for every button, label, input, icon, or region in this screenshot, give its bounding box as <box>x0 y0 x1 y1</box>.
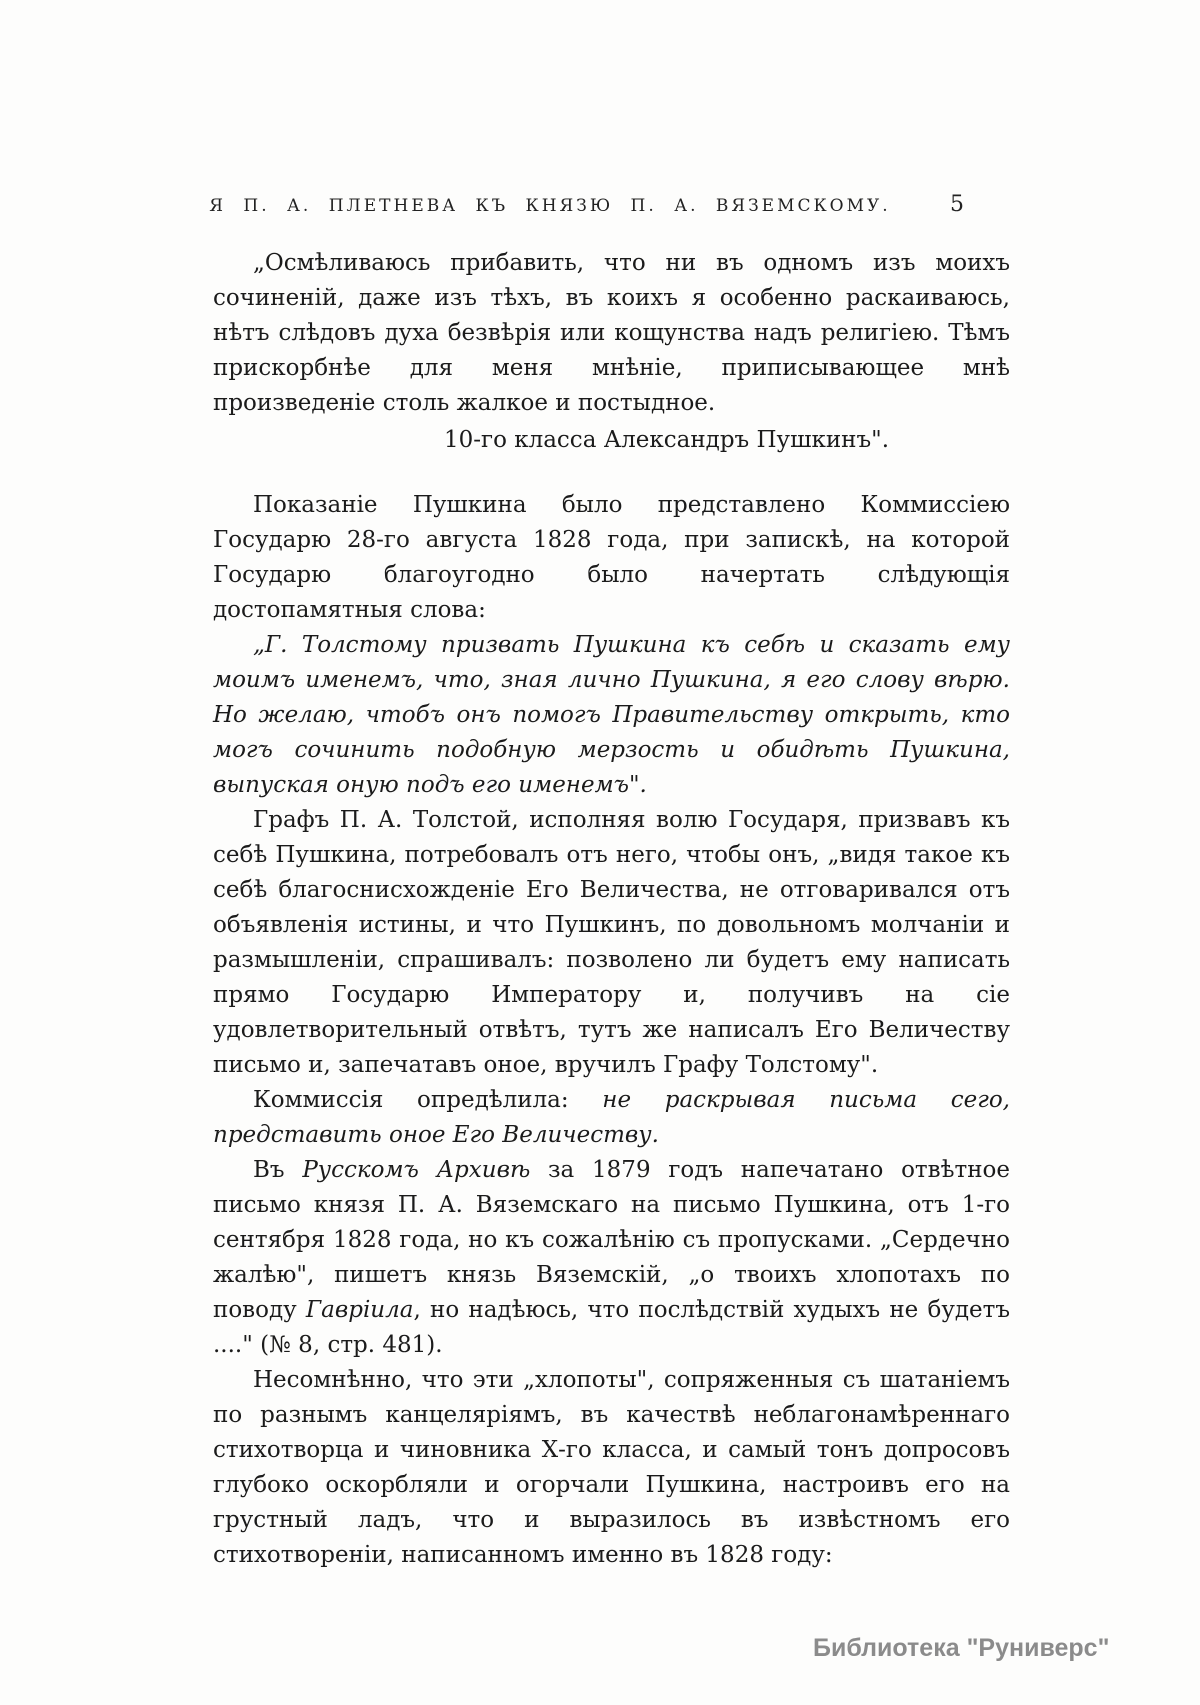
running-header-title: Я П. А. ПЛЕТНЕВА КЪ КНЯЗЮ П. А. ВЯЗЕМСКОМУ. <box>209 196 891 216</box>
deposition-presented-paragraph: Показаніе Пушкина было представлено Коммиссіею Государю 28-го августа 1828 года, при запискѣ, на которой Государю благоугодно было начертать слѣдующія достопамятныя слова: <box>213 492 1010 623</box>
deposition-postscript-quote: „Осмѣливаюсь прибавить, что ни въ одномъ изъ моихъ сочиненій, даже изъ тѣхъ, въ коихъ я особенно раскаиваюсь, нѣтъ слѣдовъ духа безвѣрія или кощунства надъ религіею. Тѣмъ прискорбнѣе для меня мнѣніе, приписывающее мнѣ произведеніе столь жалкое и постыдное. <box>213 250 1010 416</box>
russky-arkhiv-paragraph: Въ Русскомъ Архивѣ за 1879 годъ напечатано отвѣтное письмо князя П. А. Вяземскаго на письмо Пушкина, отъ 1-го сентября 1828 года, но къ сожалѣнію съ пропусками. „Сердечно жалѣю", пишетъ князь Вяземскій, „о твоихъ хлопотахъ по поводу Гавріила, но надѣюсь, что послѣдствій худыхъ не будетъ ...." (№ 8, стр. 481). <box>213 1157 1010 1358</box>
count-tolstoy-paragraph: Графъ П. А. Толстой, исполняя волю Государя, призвавъ къ себѣ Пушкина, потребовалъ отъ него, чтобы онъ, „видя такое къ себѣ благоснисхожденіе Его Величества, не отговаривался отъ объявленія истины, и что Пушкинъ, по довольномъ молчаніи и размышленіи, спрашивалъ: позволено ли будетъ ему написать прямо Государю Императору и, получивъ на сіе удовлетворительный отвѣтъ, тутъ же написалъ Его Величеству письмо и, запечатавъ оное, вручилъ Графу Толстому". <box>213 807 1010 1078</box>
body-text-block <box>213 246 1010 1573</box>
page-number: 5 <box>950 192 964 217</box>
tsar-resolution-quote: „Г. Толстому призвать Пушкина къ себѣ и сказать ему моимъ именемъ, что, зная лично Пушкина, я его слову вѣрю. Но желаю, чтобъ онъ помогъ Правительству открыть, кто могъ сочинить подобную мерзость и обидѣть Пушкина, выпуская оную подъ его именемъ". <box>213 632 1010 798</box>
library-watermark: Библиотека "Руниверс" <box>813 1634 1110 1662</box>
commission-decision-paragraph: Коммиссія опредѣлила: не раскрывая письма сего, представить оное Его Величеству. <box>213 1087 1010 1148</box>
signature-line: 10-го класса Александръ Пушкинъ". <box>443 427 890 453</box>
conclusion-paragraph: Несомнѣнно, что эти „хлопоты", сопряженныя съ шатаніемъ по разнымъ канцеляріямъ, въ качествѣ неблагонамѣреннаго стихотворца и чиновника Х-го класса, и самый тонъ допросовъ глубоко оскорбляли и огорчали Пушкина, настроивъ его на грустный ладъ, что и выразилось въ извѣстномъ его стихотвореніи, написанномъ именно въ 1828 году: <box>213 1367 1010 1568</box>
